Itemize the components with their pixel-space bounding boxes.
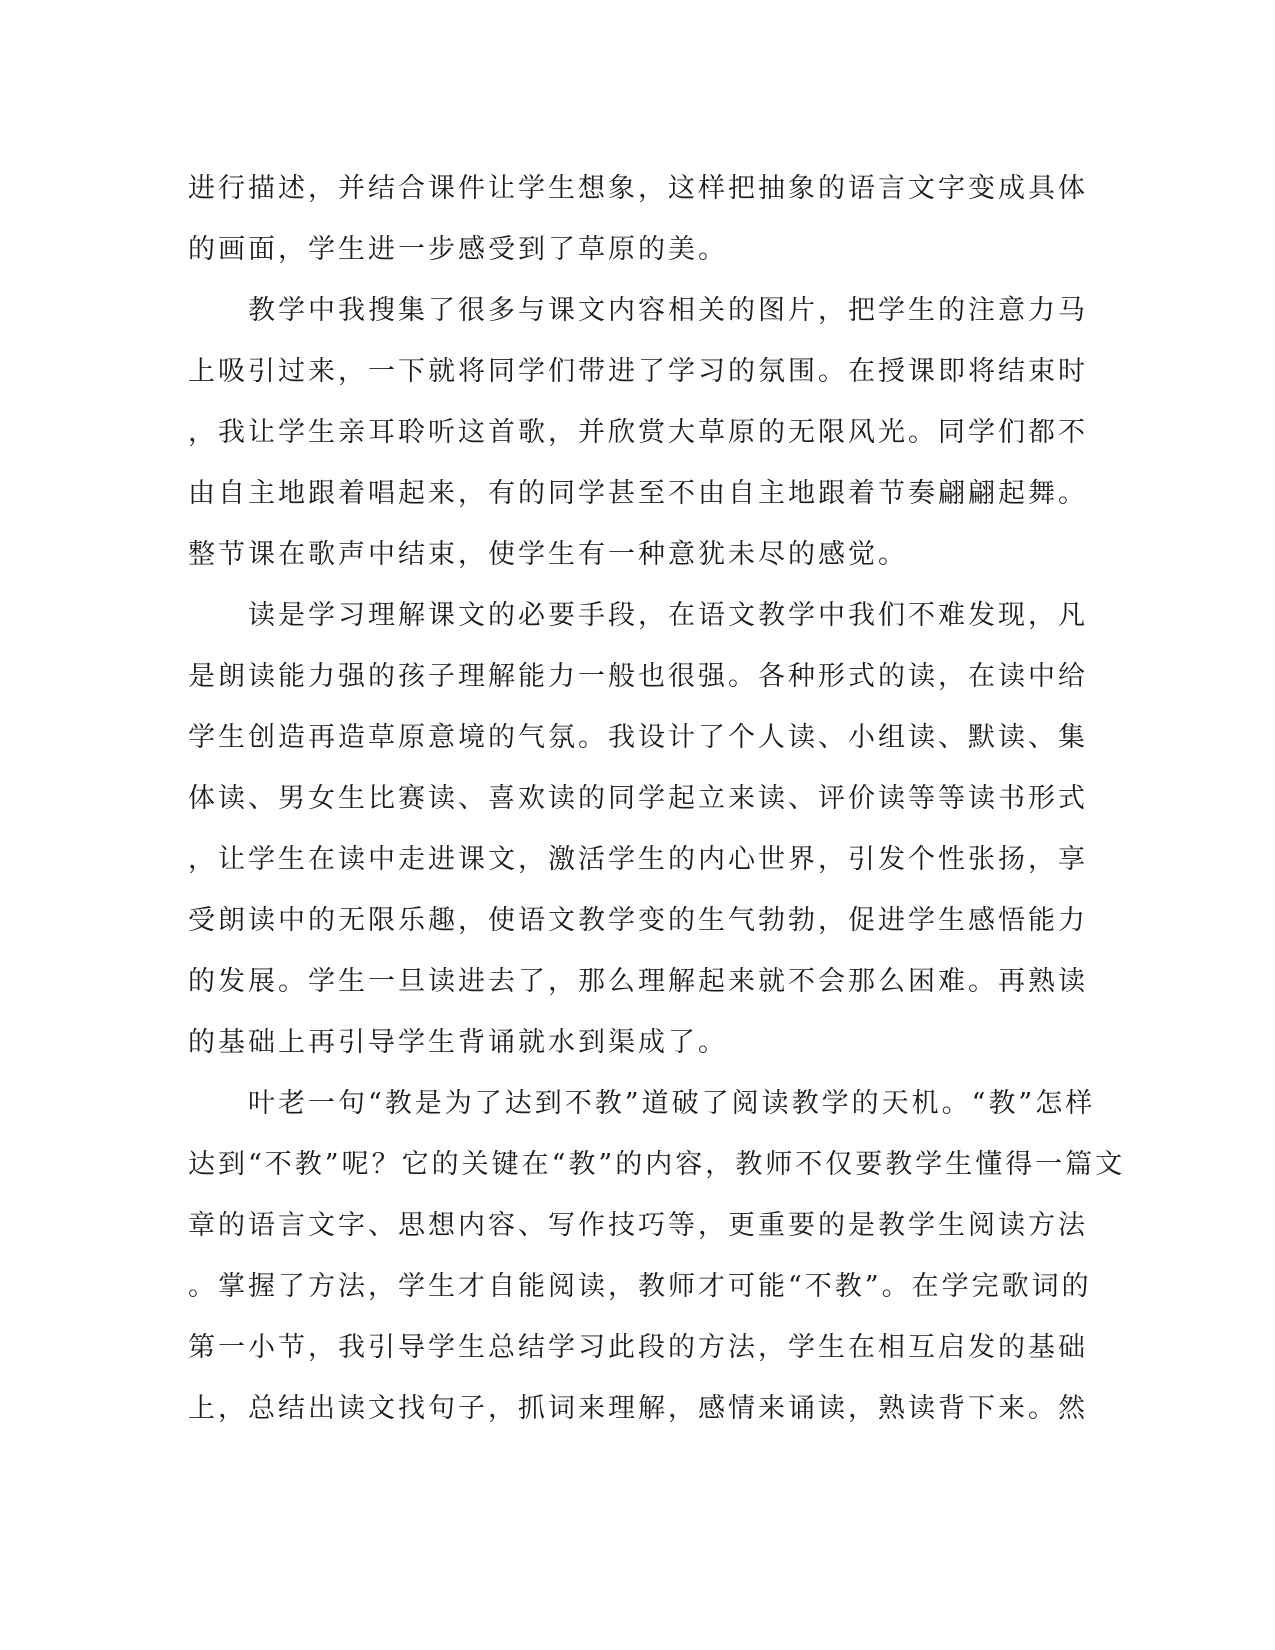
text-line: 上，总结出读文找句子，抓词来理解，感情来诵读，熟读背下来。然 — [188, 1393, 1088, 1424]
text-line: ，我让学生亲耳聆听这首歌，并欣赏大草原的无限风光。同学们都不 — [188, 417, 1088, 448]
text-line: 进行描述，并结合课件让学生想象，这样把抽象的语言文字变成具体 — [188, 173, 1088, 204]
text-line: 学生创造再造草原意境的气氛。我设计了个人读、小组读、默读、集 — [188, 722, 1088, 753]
text-line: ，让学生在读中走进课文，激活学生的内心世界，引发个性张扬，享 — [188, 844, 1088, 875]
text-line: 达到“不教”呢？它的关键在“教”的内容，教师不仅要教学生懂得一篇文 — [188, 1149, 1126, 1180]
text-line: 叶老一句“教是为了达到不教”道破了阅读教学的天机。“教”怎样 — [188, 1088, 1096, 1119]
text-line: 读是学习理解课文的必要手段，在语文教学中我们不难发现，凡 — [188, 600, 1088, 631]
text-line: 受朗读中的无限乐趣，使语文教学变的生气勃勃，促进学生感悟能力 — [188, 905, 1088, 936]
text-line: 教学中我搜集了很多与课文内容相关的图片，把学生的注意力马 — [188, 295, 1088, 326]
text-line: 由自主地跟着唱起来，有的同学甚至不由自主地跟着节奏翩翩起舞。 — [188, 478, 1088, 509]
text-line: 整节课在歌声中结束，使学生有一种意犹未尽的感觉。 — [188, 539, 908, 570]
text-line: 第一小节，我引导学生总结学习此段的方法，学生在相互启发的基础 — [188, 1332, 1088, 1363]
text-line: 的画面，学生进一步感受到了草原的美。 — [188, 234, 728, 265]
text-line: 是朗读能力强的孩子理解能力一般也很强。各种形式的读，在读中给 — [188, 661, 1088, 692]
text-line: 的基础上再引导学生背诵就水到渠成了。 — [188, 1027, 728, 1058]
text-line: 的发展。学生一旦读进去了，那么理解起来就不会那么困难。再熟读 — [188, 966, 1088, 997]
text-line: 上吸引过来，一下就将同学们带进了学习的氛围。在授课即将结束时 — [188, 356, 1088, 387]
text-line: 章的语言文字、思想内容、写作技巧等，更重要的是教学生阅读方法 — [188, 1210, 1088, 1241]
text-line: 。掌握了方法，学生才自能阅读，教师才可能“不教”。在学完歌词的 — [188, 1271, 1092, 1302]
body-text — [188, 158, 1126, 1439]
text-line: 体读、男女生比赛读、喜欢读的同学起立来读、评价读等等读书形式 — [188, 783, 1088, 814]
